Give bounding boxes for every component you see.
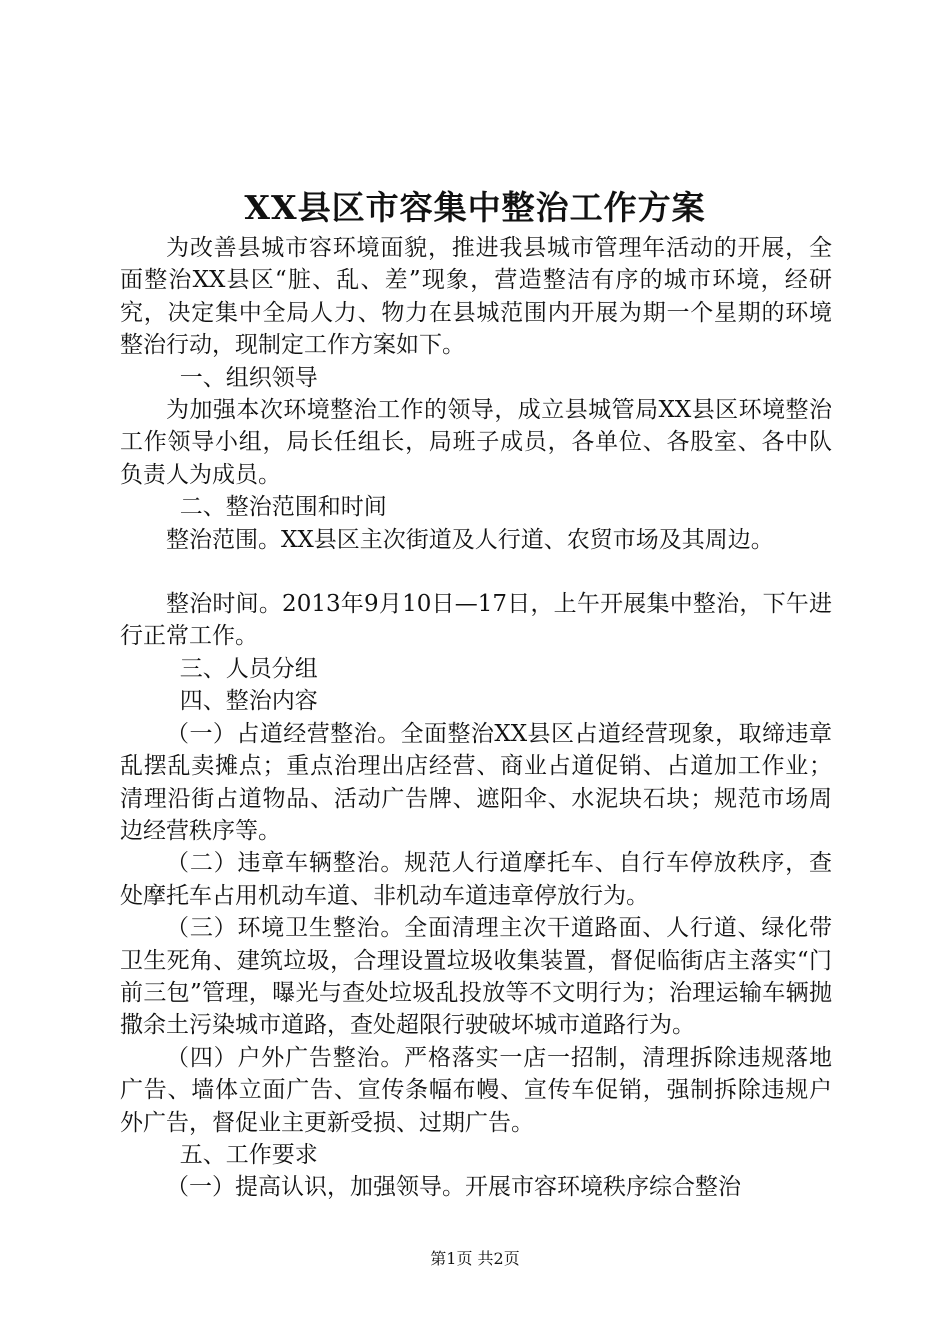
section-heading-groups: 三、人员分组 xyxy=(179,655,318,682)
paragraph-time: 整治时间。2013年9月10日—17日，上午开展集中整治，下午进行正常工作。 xyxy=(120,591,832,650)
page-footer: 第1页 共2页 xyxy=(430,1249,520,1268)
paragraph-organization: 为加强本次环境整治工作的领导，成立县城管局XX县区环境整治工作领导小组，局长任组长，局班子成员，各单位、各股室、各中队负责人为成员。 xyxy=(120,397,832,488)
paragraph-scope: 整治范围。XX县区主次街道及人行道、农贸市场及其周边。 xyxy=(166,526,774,553)
section-heading-organization: 一、组织领导 xyxy=(179,364,318,391)
document-body xyxy=(120,232,832,1204)
paragraph-requirements-1: （一）提高认识，加强领导。开展市容环境秩序综合整治 xyxy=(166,1174,741,1201)
paragraph-content-2: （二）违章车辆整治。规范人行道摩托车、自行车停放秩序，查处摩托车占用机动车道、非机动车道违章停放行为。 xyxy=(120,850,832,909)
section-heading-content: 四、整治内容 xyxy=(179,688,318,715)
document-title: XX县区市容集中整治工作方案 xyxy=(244,188,706,227)
section-heading-requirements: 五、工作要求 xyxy=(179,1141,318,1168)
paragraph-content-4: （四）户外广告整治。严格落实一店一招制，清理拆除违规落地广告、墙体立面广告、宣传条幅布幔、宣传车促销，强制拆除违规户外广告，督促业主更新受损、过期广告。 xyxy=(120,1044,832,1136)
section-heading-scope-time: 二、整治范围和时间 xyxy=(179,494,387,521)
paragraph-intro: 为改善县城市容环境面貌，推进我县城市管理年活动的开展，全面整治XX县区“脏、乱、差”现象，营造整洁有序的城市环境，经研究，决定集中全局人力、物力在县城范围内开展为期一个星期的环境整治行动，现制定工作方案如下。 xyxy=(120,235,832,359)
paragraph-content-1: （一）占道经营整治。全面整治XX县区占道经营现象，取缔违章乱摆乱卖摊点；重点治理出店经营、商业占道促销、占道加工作业；清理沿街占道物品、活动广告牌、遮阳伞、水泥块石块；规范市场周边经营秩序等。 xyxy=(120,720,832,844)
paragraph-content-3: （三）环境卫生整治。全面清理主次干道路面、人行道、绿化带卫生死角、建筑垃圾，合理设置垃圾收集装置，督促临街店主落实“门前三包”管理，曝光与查处垃圾乱投放等不文明行为；治理运输车辆抛撒余土污染城市道路，查处超限行驶破坏城市道路行为。 xyxy=(120,915,832,1039)
blank-line xyxy=(120,556,832,588)
